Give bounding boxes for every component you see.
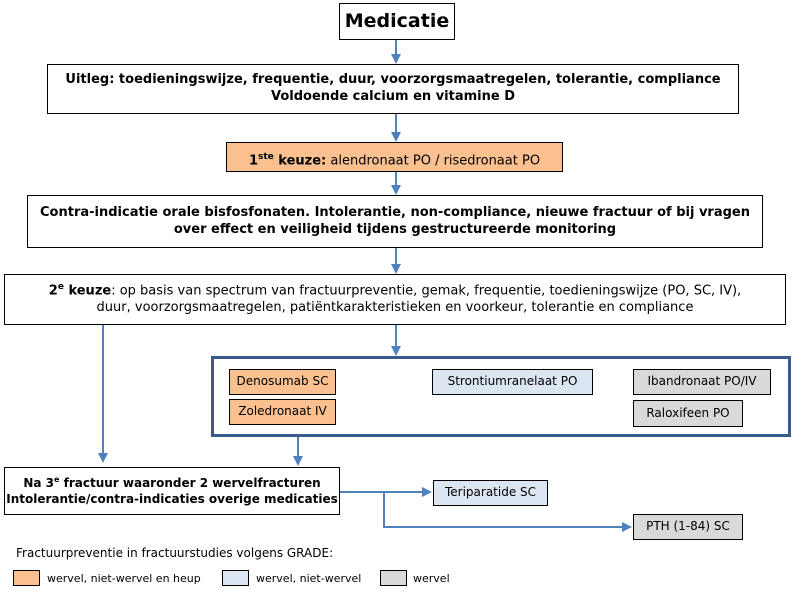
first-choice-sup: ste (258, 152, 274, 162)
pth-label: PTH (1-84) SC (646, 519, 730, 534)
legend-swatch-blue (222, 570, 249, 586)
second-choice-label: keuze (63, 283, 112, 299)
third-fracture-box (4, 467, 340, 515)
first-choice-box (226, 142, 563, 172)
first-choice-drugs: alendronaat PO / risedronaat PO (326, 153, 541, 169)
first-choice-label: keuze: (273, 153, 327, 169)
second-choice-prefix: 2 (48, 283, 58, 299)
legend-label-blue: wervel, niet-wervel (256, 572, 362, 585)
contra-line1: Contra-indicatie orale bisfosfonaten. Intolerantie, non-compliance, nieuwe fractuur of bij vragen (40, 204, 750, 220)
title: Medicatie (344, 10, 450, 33)
explanation-line2: Voldoende calcium en vitamine D (270, 89, 516, 104)
second-choice-box (4, 274, 786, 325)
legend-swatch-orange (13, 570, 40, 586)
explanation-line1: Uitleg: toedieningswijze, frequentie, duur, voorzorgsmaatregelen, tolerantie, compliance (65, 72, 721, 88)
first-choice-prefix: 1 (248, 153, 258, 169)
contra-line2: over effect en veiligheid tijdens gestructureerde monitoring (173, 221, 617, 237)
third-fracture-line2: Intolerantie/contra-indicaties overige medicaties (6, 491, 338, 506)
strontium-label: Strontiumranelaat PO (447, 374, 578, 389)
zoledronaat-box (229, 399, 336, 425)
zoledronaat-label: Zoledronaat IV (238, 404, 327, 419)
second-choice-line1: : op basis van spectrum van fractuurpreventie, gemak, frequentie, toedieningswijze (PO, SC, IV), (111, 283, 742, 299)
third-fracture-sup: e (54, 474, 60, 484)
pth-box (633, 514, 743, 540)
denosumab-label: Denosumab SC (236, 374, 329, 389)
legend-swatch-grey (380, 570, 407, 586)
teriparatide-box (433, 480, 548, 506)
legend-title: Fractuurpreventie in fractuurstudies volgens GRADE: (16, 546, 334, 560)
second-choice-line2: duur, voorzorgsmaatregelen, patiëntkarakteristieken en voorkeur, tolerantie en compliance (96, 300, 694, 316)
second-choice-sup: e (57, 281, 64, 292)
teriparatide-label: Teriparatide SC (444, 485, 537, 500)
third-fracture-post: fractuur waaronder 2 wervelfracturen (59, 475, 321, 490)
legend-label-grey: wervel (413, 572, 450, 585)
raloxifeen-box (633, 400, 743, 427)
explanation-box (47, 64, 739, 114)
ibandronaat-label: Ibandronaat PO/IV (647, 374, 757, 389)
raloxifeen-label: Raloxifeen PO (646, 405, 730, 420)
strontium-box (432, 369, 593, 395)
third-fracture-pre: Na 3 (23, 475, 54, 490)
ibandronaat-box (633, 369, 771, 395)
legend-label-orange: wervel, niet-wervel en heup (47, 572, 201, 585)
denosumab-box (229, 369, 336, 395)
title-box (339, 3, 455, 40)
contra-indication-box (27, 195, 763, 248)
